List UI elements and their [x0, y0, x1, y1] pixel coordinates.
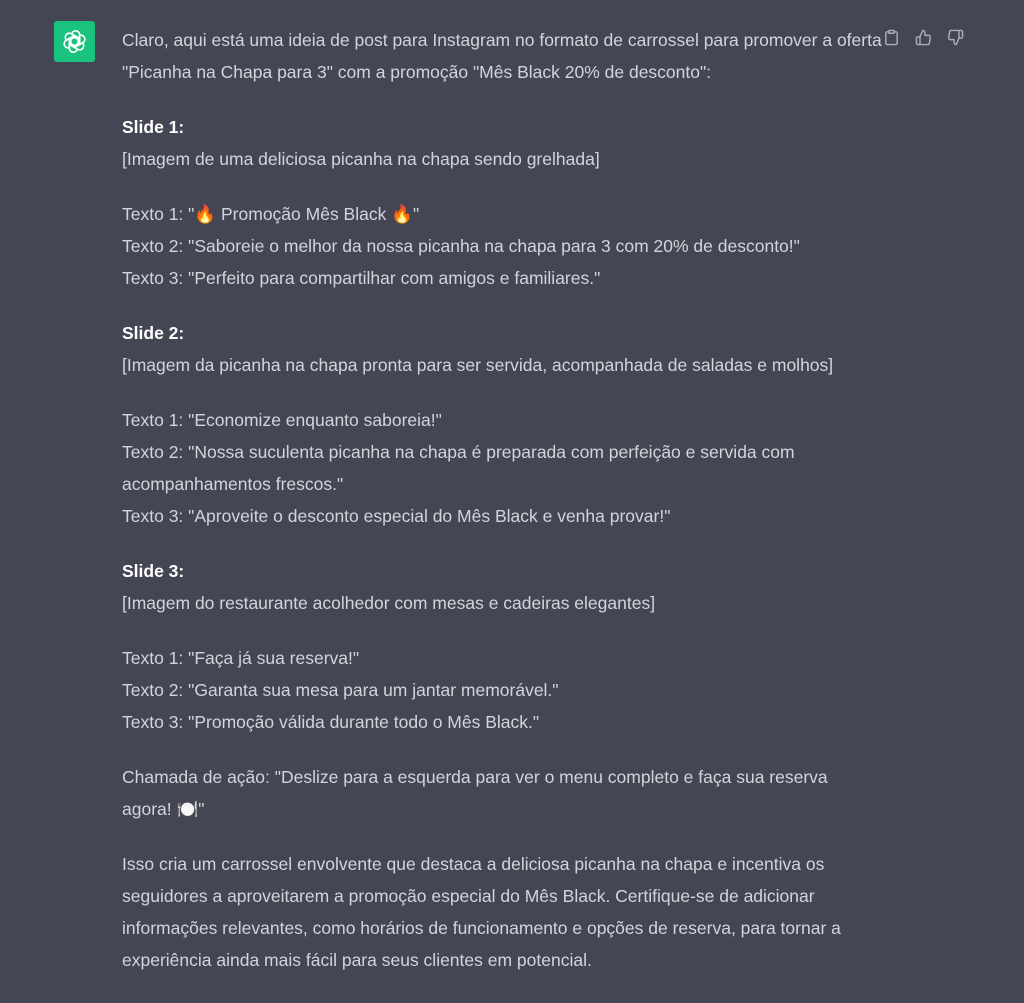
slide-3-image-description: [Imagem do restaurante acolhedor com mesas e cadeiras elegantes]	[122, 593, 656, 613]
slide-2-image-description: [Imagem da picanha na chapa pronta para ser servida, acompanhada de saladas e molhos]	[122, 355, 834, 375]
thumbs-down-button[interactable]	[944, 26, 966, 48]
copy-button[interactable]	[880, 26, 902, 48]
thumbs-down-icon	[947, 29, 964, 46]
slide-2-title: Slide 2:	[122, 323, 185, 343]
slide-2-texts	[122, 404, 882, 532]
slide-3-texts	[122, 642, 882, 738]
assistant-avatar	[54, 21, 95, 62]
openai-logo-icon	[61, 28, 88, 55]
slide-2-text-3: Texto 3: "Aproveite o desconto especial do Mês Black e venha provar!"	[122, 506, 671, 526]
thumbs-up-button[interactable]	[912, 26, 934, 48]
slide-3-text-2: Texto 2: "Garanta sua mesa para um jantar memorável."	[122, 680, 559, 700]
slide-1-title: Slide 1:	[122, 117, 185, 137]
slide-2-header	[122, 317, 882, 381]
slide-2-text-2: Texto 2: "Nossa suculenta picanha na chapa é preparada com perfeição e servida com acompanhamentos frescos."	[122, 442, 795, 494]
slide-1-texts	[122, 198, 882, 294]
intro-paragraph: Claro, aqui está uma ideia de post para Instagram no formato de carrossel para promover a oferta "Picanha na Chapa para 3" com a promoção "Mês Black 20% de desconto":	[122, 30, 882, 82]
slide-1-image-description: [Imagem de uma deliciosa picanha na chapa sendo grelhada]	[122, 149, 600, 169]
slide-3-text-1: Texto 1: "Faça já sua reserva!"	[122, 648, 360, 668]
slide-1-text-1: Texto 1: "🔥 Promoção Mês Black 🔥"	[122, 204, 420, 224]
thumbs-up-icon	[915, 29, 932, 46]
slide-1-text-3: Texto 3: "Perfeito para compartilhar com amigos e familiares."	[122, 268, 601, 288]
call-to-action: Chamada de ação: "Deslize para a esquerda para ver o menu completo e faça sua reserva agora! 🍽️"	[122, 767, 828, 819]
message-actions	[880, 26, 966, 48]
slide-3-title: Slide 3:	[122, 561, 185, 581]
closing-paragraph: Isso cria um carrossel envolvente que destaca a deliciosa picanha na chapa e incentiva os seguidores a aproveitarem a promoção especial do Mês Black. Certifique-se de adicionar informações relevantes, como horários de funcionamento e opções de reserva, para tornar a experiência ainda mais fácil para seus clientes em potencial.	[122, 854, 841, 970]
slide-3-text-3: Texto 3: "Promoção válida durante todo o Mês Black."	[122, 712, 540, 732]
slide-3-header	[122, 555, 882, 619]
slide-2-text-1: Texto 1: "Economize enquanto saboreia!"	[122, 410, 442, 430]
slide-1-text-2: Texto 2: "Saboreie o melhor da nossa picanha na chapa para 3 com 20% de desconto!"	[122, 236, 800, 256]
slide-1-header	[122, 111, 882, 175]
message-content	[122, 24, 882, 999]
clipboard-icon	[883, 29, 900, 46]
